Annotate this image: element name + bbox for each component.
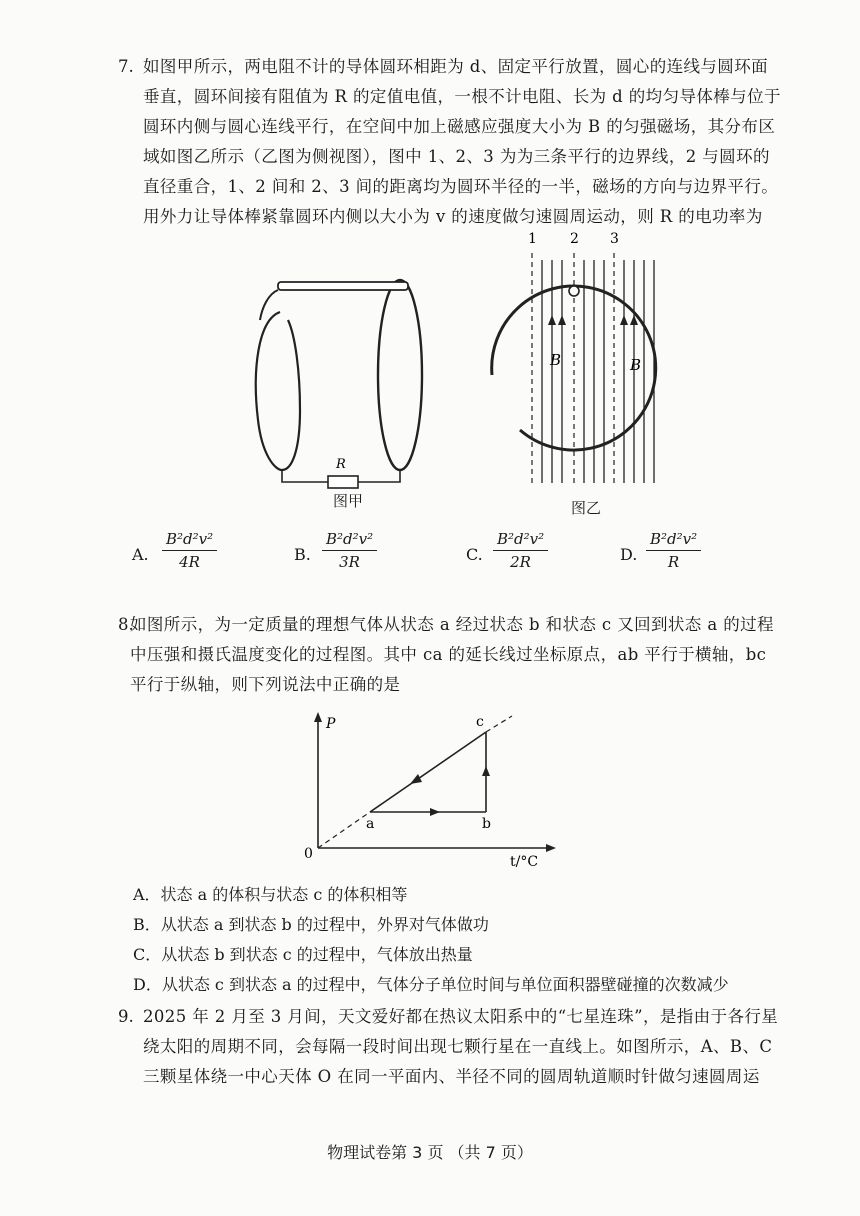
question-text-line: 绕太阳的周期不同，会每隔一段时间出现七颗行星在一直线上。如图所示，A、B、C	[143, 1037, 773, 1056]
p-t-graph	[300, 710, 560, 870]
question-text-line: 平行于纵轴，则下列说法中正确的是	[130, 675, 401, 694]
figure-jia	[240, 260, 460, 490]
option-c-label: C.	[466, 545, 483, 564]
y-axis-label: P	[326, 716, 336, 732]
question-text-line: 域如图乙所示（乙图为侧视图），图中 1、2、3 为为三条平行的边界线，2 与圆环的	[143, 147, 770, 166]
point-c-label: c	[476, 714, 484, 730]
boundary-label-1: 1	[528, 231, 537, 247]
point-b-label: b	[482, 816, 491, 832]
question-text-line: 直径重合，1、2 间和 2、3 间的距离均为圆环半径的一半，磁场的方向与边界平行。	[143, 177, 779, 196]
left-ring	[256, 312, 300, 470]
question-text-line: 三颗星体绕一中心天体 O 在同一平面内、半径不同的圆周轨道顺时针做匀速圆周运	[143, 1067, 760, 1086]
question-number: 9.	[118, 1007, 134, 1026]
figure-yi	[480, 225, 690, 495]
option-a-formula[interactable]: $\frac{\text{B²d²v²}}{4R}$	[162, 530, 217, 571]
page-footer: 物理试卷第 3 页 （共 7 页）	[327, 1143, 533, 1162]
resistor-label: R	[336, 457, 346, 472]
conductor-rod	[278, 282, 408, 290]
figure-yi-caption: 图乙	[571, 499, 602, 517]
question-number: 8.	[118, 615, 134, 634]
resistor	[328, 476, 358, 488]
field-label: B	[630, 356, 642, 374]
option-b-label: B.	[294, 545, 311, 564]
figure-jia-caption: 图甲	[333, 492, 364, 510]
question-text-line: 如图甲所示，两电阻不计的导体圆环相距为 d、固定平行放置，圆心的连线与圆环面	[143, 57, 769, 76]
x-axis-label: t/°C	[510, 854, 539, 870]
process-ca	[370, 732, 486, 812]
option-d-formula[interactable]: $\frac{\text{B²d²v²}}{R}$	[646, 530, 701, 571]
option-d-label: D.	[620, 545, 638, 564]
option-c[interactable]: C．从状态 b 到状态 c 的过程中，气体放出热量	[133, 945, 473, 964]
field-label: B	[550, 351, 562, 369]
question-text-line: 中压强和摄氏温度变化的过程图。其中 ca 的延长线过坐标原点，ab 平行于横轴，bc	[130, 645, 767, 664]
question-number: 7.	[118, 57, 134, 76]
right-ring	[378, 280, 422, 470]
question-text-line: 用外力让导体棒紧靠圆环内侧以大小为 v 的速度做匀速圆周运动，则 R 的电功率为	[143, 207, 763, 226]
option-c-formula[interactable]: $\frac{\text{B²d²v²}}{2R}$	[493, 530, 548, 571]
option-b-formula[interactable]: $\frac{\text{B²d²v²}}{3R}$	[322, 530, 377, 571]
point-a-label: a	[366, 816, 375, 832]
question-text-line: 如图所示，为一定质量的理想气体从状态 a 经过状态 b 和状态 c 又回到状态 a 的过程	[130, 615, 774, 634]
boundary-label-2: 2	[570, 231, 579, 247]
origin-label: 0	[304, 846, 313, 862]
boundary-label-3: 3	[610, 231, 619, 247]
rod-cross-section	[569, 286, 579, 296]
question-text-line: 垂直，圆环间接有阻值为 R 的定值电值，一根不计电阻、长为 d 的均匀导体棒与位于	[143, 87, 781, 106]
option-a[interactable]: A．状态 a 的体积与状态 c 的体积相等	[133, 885, 408, 904]
question-text-line: 圆环内侧与圆心连线平行，在空间中加上磁感应强度大小为 B 的匀强磁场，其分布区	[143, 117, 776, 136]
option-d[interactable]: D．从状态 c 到状态 a 的过程中，气体分子单位时间与单位面积器壁碰撞的次数减少	[133, 975, 729, 994]
option-a-label: A.	[132, 545, 149, 564]
question-text-line: 2025 年 2 月至 3 月间，天文爱好都在热议太阳系中的“七星连珠”，是指由于各行星	[143, 1007, 779, 1026]
option-b[interactable]: B．从状态 a 到状态 b 的过程中，外界对气体做功	[133, 915, 489, 934]
